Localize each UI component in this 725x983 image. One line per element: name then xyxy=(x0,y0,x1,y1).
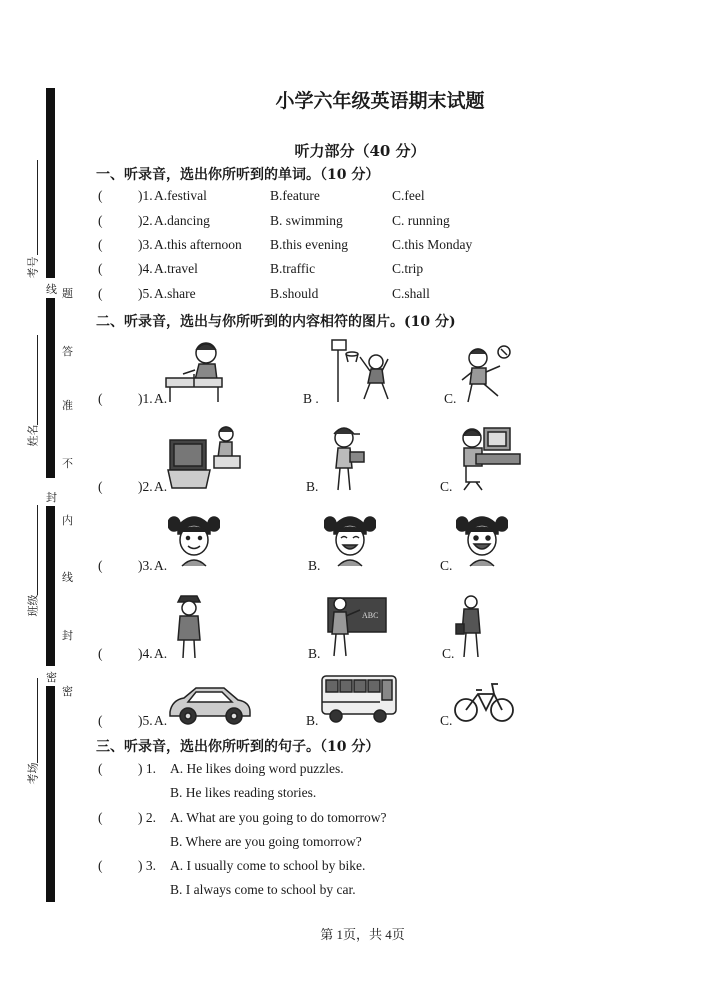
page-title: 小学六年级英语期末试题 xyxy=(275,90,485,112)
binding-bar xyxy=(46,686,55,902)
option-a: A. xyxy=(154,391,168,406)
seal-char: 准 xyxy=(62,399,73,412)
class-field[interactable] xyxy=(37,505,38,595)
boy-computer-image[interactable] xyxy=(456,424,522,492)
page-footer: 第 1页，共 4页 xyxy=(320,927,405,942)
question-number: )5. xyxy=(138,713,153,728)
option-b: B.traffic xyxy=(270,261,316,276)
exam-number-field[interactable] xyxy=(37,160,38,255)
binding-bar xyxy=(46,298,55,478)
answer-paren[interactable]: ( xyxy=(98,558,103,573)
car-image[interactable] xyxy=(166,684,254,726)
section-1-heading: 一、听录音，选出你所听到的单词。（10 分） xyxy=(96,167,380,183)
boy-ping-pong-image[interactable] xyxy=(164,338,226,404)
question-number: )4. xyxy=(138,261,153,276)
businessman-image[interactable] xyxy=(454,594,488,660)
option-b: B. xyxy=(308,558,321,573)
question-number: ) 3. xyxy=(138,858,156,873)
answer-paren[interactable]: ( xyxy=(98,391,103,406)
binding-bar xyxy=(46,88,55,278)
seal-char: 密 xyxy=(46,671,57,684)
question-number: )2. xyxy=(138,213,153,228)
answer-paren[interactable]: ( xyxy=(98,761,103,776)
option-a: A. xyxy=(154,713,168,728)
option-a: A.dancing xyxy=(154,213,210,228)
option-a: A.this afternoon xyxy=(154,237,242,252)
option-c: C. xyxy=(444,391,457,406)
answer-paren[interactable]: ( xyxy=(98,213,103,228)
option-b: B.should xyxy=(270,286,319,301)
boy-soccer-image[interactable] xyxy=(458,340,516,406)
answer-paren[interactable]: ( xyxy=(98,858,103,873)
section-3-heading: 三、听录音，选出你所听到的句子。（10 分） xyxy=(96,739,380,755)
seal-char: 线 xyxy=(46,283,57,296)
bicycle-image[interactable] xyxy=(454,674,514,724)
seal-char: 不 xyxy=(62,457,73,470)
option-a: A. What are you going to do tomorrow? xyxy=(170,810,387,825)
option-c: C. xyxy=(440,558,453,573)
question-number: )3. xyxy=(138,558,153,573)
option-b: B . xyxy=(303,391,319,406)
boy-basketball-image[interactable] xyxy=(330,338,392,404)
option-b: B. xyxy=(306,479,319,494)
exam-room-label: 考场 xyxy=(26,762,40,785)
seal-char: 封 xyxy=(46,491,57,504)
option-a: A. xyxy=(154,646,168,661)
option-a: A.travel xyxy=(154,261,198,276)
option-a: A. He likes doing word puzzles. xyxy=(170,761,344,776)
class-label: 班级 xyxy=(26,594,40,617)
question-number: )1. xyxy=(138,391,153,406)
answer-paren[interactable]: ( xyxy=(98,237,103,252)
option-b: B.this evening xyxy=(270,237,348,252)
question-number: )2. xyxy=(138,479,153,494)
name-field[interactable] xyxy=(37,335,38,425)
seal-char: 线 xyxy=(62,571,73,584)
exam-number-label: 考号 xyxy=(26,256,40,279)
option-b: B. Where are you going tomorrow? xyxy=(170,834,362,849)
teacher-blackboard-image[interactable] xyxy=(322,594,388,660)
girl-happy-image[interactable] xyxy=(324,512,376,568)
question-number: )3. xyxy=(138,237,153,252)
seal-char: 题 xyxy=(62,287,73,300)
listening-subtitle: 听力部分（40 分） xyxy=(294,142,426,160)
question-number: )1. xyxy=(138,188,153,203)
question-number: ) 1. xyxy=(138,761,156,776)
option-b: B. I always come to school by car. xyxy=(170,882,356,897)
option-b: B. xyxy=(308,646,321,661)
option-a: A. I usually come to school by bike. xyxy=(170,858,366,873)
exam-room-field[interactable] xyxy=(37,678,38,763)
option-a: A. xyxy=(154,558,168,573)
option-b: B. xyxy=(306,713,319,728)
section-2-heading: 二、听录音，选出与你所听到的内容相符的图片。(10 分) xyxy=(96,314,456,330)
binding-bar xyxy=(46,506,55,666)
question-number: )4. xyxy=(138,646,153,661)
option-c: C. running xyxy=(392,213,450,228)
boy-tv-image[interactable] xyxy=(166,424,242,490)
seal-char: 封 xyxy=(62,629,73,642)
seal-char: 答 xyxy=(62,345,73,358)
answer-paren[interactable]: ( xyxy=(98,810,103,825)
option-a: A.festival xyxy=(154,188,207,203)
name-label: 姓名 xyxy=(26,424,40,447)
girl-smiling-image[interactable] xyxy=(168,512,220,568)
option-b: B.feature xyxy=(270,188,320,203)
girl-laughing-image[interactable] xyxy=(456,512,508,568)
answer-paren[interactable]: ( xyxy=(98,188,103,203)
option-c: C. xyxy=(442,646,455,661)
option-c: C.feel xyxy=(392,188,425,203)
question-number: ) 2. xyxy=(138,810,156,825)
answer-paren[interactable]: ( xyxy=(98,479,103,494)
seal-char: 密 xyxy=(62,685,73,698)
police-officer-image[interactable] xyxy=(172,594,206,660)
answer-paren[interactable]: ( xyxy=(98,713,103,728)
option-c: C. xyxy=(440,479,453,494)
option-c: C.trip xyxy=(392,261,424,276)
blackboard-text: ABC xyxy=(362,611,379,620)
option-b: B. He likes reading stories. xyxy=(170,785,317,800)
seal-char: 内 xyxy=(62,514,73,527)
option-a: A. xyxy=(154,479,168,494)
option-c: C. xyxy=(440,713,453,728)
option-a: A.share xyxy=(154,286,196,301)
option-c: C.this Monday xyxy=(392,237,473,252)
option-c: C.shall xyxy=(392,286,430,301)
question-number: )5. xyxy=(138,286,153,301)
answer-paren[interactable]: ( xyxy=(98,286,103,301)
answer-paren[interactable]: ( xyxy=(98,646,103,661)
boy-reading-image[interactable] xyxy=(328,424,368,492)
option-b: B. swimming xyxy=(270,213,343,228)
bus-image[interactable] xyxy=(320,672,400,724)
answer-paren[interactable]: ( xyxy=(98,261,103,276)
